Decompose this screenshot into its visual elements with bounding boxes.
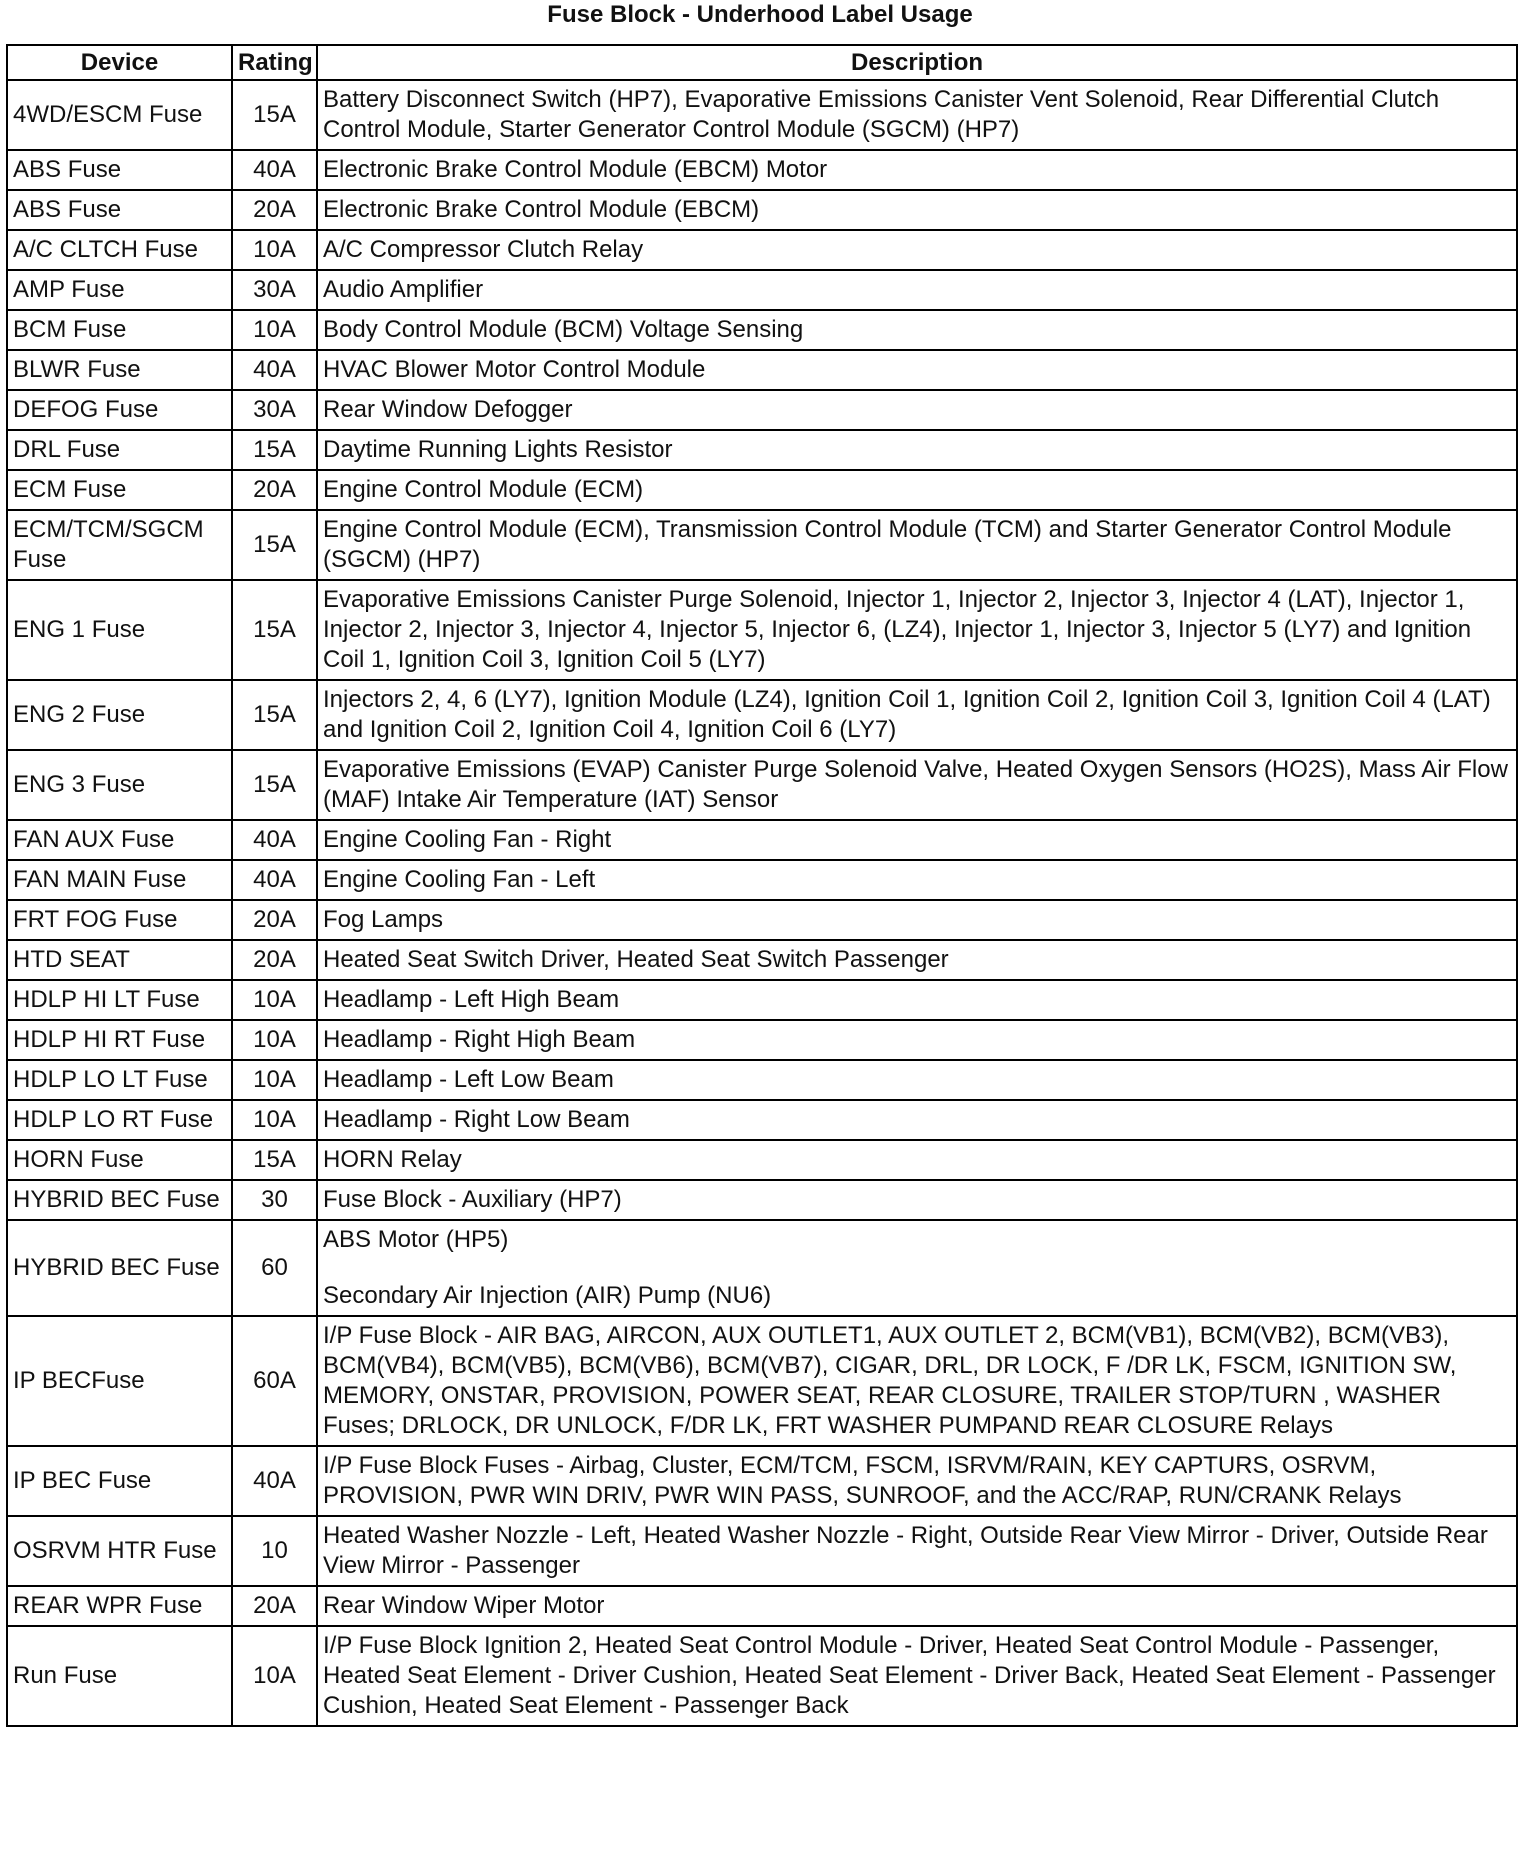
table-row — [7, 860, 1517, 900]
description-text: Engine Control Module (ECM), Transmission Control Module (TCM) and Starter Generator Control Module (SGCM) (HP7) — [323, 516, 1452, 573]
header-device: Device — [7, 45, 232, 80]
table-row — [7, 230, 1517, 270]
description-text: HVAC Blower Motor Control Module — [323, 356, 706, 383]
device-cell: HDLP LO RT Fuse — [7, 1100, 232, 1140]
description-cell — [317, 310, 1517, 350]
header-description: Description — [317, 45, 1517, 80]
description-cell — [317, 820, 1517, 860]
table-row — [7, 820, 1517, 860]
description-text: Headlamp - Right High Beam — [323, 1026, 636, 1053]
description-cell — [317, 1060, 1517, 1100]
description-cell — [317, 1220, 1517, 1316]
device-cell: ECM Fuse — [7, 470, 232, 510]
description-cell — [317, 1516, 1517, 1586]
rating-cell: 10A — [232, 1626, 317, 1726]
description-cell — [317, 1180, 1517, 1220]
device-cell: BLWR Fuse — [7, 350, 232, 390]
description-cell — [317, 1316, 1517, 1446]
description-text: Fog Lamps — [323, 906, 444, 933]
device-cell: HDLP HI RT Fuse — [7, 1020, 232, 1060]
description-text: I/P Fuse Block - AIR BAG, AIRCON, AUX OUTLET1, AUX OUTLET 2, BCM(VB1), BCM(VB2), BCM(VB3), BCM(VB4), BCM(VB5), BCM(VB6), BCM(VB7), CIGAR, DRL, DR LOCK, F /DR LK, FSCM, IGNITION SW, MEMORY, ONSTAR, PROVISION, POWER SEAT, REAR CLOSURE, TRAILER STOP/TURN , WASHER Fuses; DRLOCK, DR UNLOCK, F/DR LK, FRT WASHER PUMPAND REAR CLOSURE Relays — [323, 1322, 1457, 1439]
description-cell — [317, 1446, 1517, 1516]
device-cell: ENG 1 Fuse — [7, 580, 232, 680]
description-text: Battery Disconnect Switch (HP7), Evaporative Emissions Canister Vent Solenoid, Rear Differential Clutch Control Module, Starter Generator Control Module (SGCM) (HP7) — [323, 86, 1440, 143]
device-cell: HTD SEAT — [7, 940, 232, 980]
table-row — [7, 1446, 1517, 1516]
device-cell: FRT FOG Fuse — [7, 900, 232, 940]
table-row — [7, 1586, 1517, 1626]
table-row — [7, 750, 1517, 820]
rating-cell: 40A — [232, 860, 317, 900]
device-cell: DRL Fuse — [7, 430, 232, 470]
table-row — [7, 1020, 1517, 1060]
table-row — [7, 680, 1517, 750]
description-text: Headlamp - Left High Beam — [323, 986, 620, 1013]
description-cell — [317, 900, 1517, 940]
description-text: Engine Control Module (ECM) — [323, 476, 644, 503]
table-row — [7, 270, 1517, 310]
rating-cell: 10A — [232, 1100, 317, 1140]
description-cell — [317, 1140, 1517, 1180]
description-text: Heated Washer Nozzle - Left, Heated Washer Nozzle - Right, Outside Rear View Mirror - Driver, Outside Rear View Mirror - Passenger — [323, 1522, 1488, 1579]
description-cell — [317, 470, 1517, 510]
device-cell: ABS Fuse — [7, 190, 232, 230]
table-row — [7, 150, 1517, 190]
description-cell — [317, 750, 1517, 820]
description-text: Electronic Brake Control Module (EBCM) — [323, 196, 760, 223]
rating-cell: 10 — [232, 1516, 317, 1586]
device-cell: REAR WPR Fuse — [7, 1586, 232, 1626]
description-cell — [317, 230, 1517, 270]
description-text: Audio Amplifier — [323, 276, 484, 303]
description-text: Engine Cooling Fan - Left — [323, 866, 596, 893]
table-row — [7, 390, 1517, 430]
device-cell: HDLP HI LT Fuse — [7, 980, 232, 1020]
device-cell: AMP Fuse — [7, 270, 232, 310]
rating-cell: 20A — [232, 940, 317, 980]
description-cell — [317, 860, 1517, 900]
rating-cell: 15A — [232, 1140, 317, 1180]
header-rating: Rating — [232, 45, 317, 80]
table-row — [7, 1220, 1517, 1316]
table-row — [7, 940, 1517, 980]
description-cell — [317, 1586, 1517, 1626]
table-row — [7, 470, 1517, 510]
rating-cell: 60 — [232, 1220, 317, 1316]
device-cell: IP BEC Fuse — [7, 1446, 232, 1516]
table-row — [7, 1060, 1517, 1100]
description-cell — [317, 270, 1517, 310]
device-cell: 4WD/ESCM Fuse — [7, 80, 232, 150]
device-cell: ABS Fuse — [7, 150, 232, 190]
description-text: HORN Relay — [323, 1146, 462, 1173]
table-row — [7, 80, 1517, 150]
description-cell — [317, 350, 1517, 390]
table-row — [7, 1100, 1517, 1140]
rating-cell: 60A — [232, 1316, 317, 1446]
rating-cell: 15A — [232, 750, 317, 820]
description-text: Rear Window Wiper Motor — [323, 1592, 605, 1619]
description-cell — [317, 940, 1517, 980]
description-text: I/P Fuse Block Ignition 2, Heated Seat Control Module - Driver, Heated Seat Control Module - Passenger, Heated Seat Element - Driver Cushion, Heated Seat Element - Driver Back, Heated Seat Element - Passenger Cushion, Heated Seat Element - Passenger Back — [323, 1632, 1496, 1719]
description-text: Headlamp - Left Low Beam — [323, 1066, 614, 1093]
description-cell — [317, 580, 1517, 680]
rating-cell: 15A — [232, 580, 317, 680]
description-text: Electronic Brake Control Module (EBCM) Motor — [323, 156, 828, 183]
table-row — [7, 310, 1517, 350]
description-text: I/P Fuse Block Fuses - Airbag, Cluster, ECM/TCM, FSCM, ISRVM/RAIN, KEY CAPTURS, OSRVM, PROVISION, PWR WIN DRIV, PWR WIN PASS, SUNROOF, and the ACC/RAP, RUN/CRANK Relays — [323, 1452, 1402, 1509]
description-text: Engine Cooling Fan - Right — [323, 826, 612, 853]
description-text: Injectors 2, 4, 6 (LY7), Ignition Module (LZ4), Ignition Coil 1, Ignition Coil 2, Ignition Coil 3, Ignition Coil 4 (LAT) and Ignition Coil 2, Ignition Coil 4, Ignition Coil 6 (LY7) — [323, 686, 1491, 743]
description-text: Secondary Air Injection (AIR) Pump (NU6) — [323, 1282, 772, 1309]
rating-cell: 30 — [232, 1180, 317, 1220]
device-cell: ENG 2 Fuse — [7, 680, 232, 750]
description-text: Rear Window Defogger — [323, 396, 573, 423]
description-cell — [317, 390, 1517, 430]
table-row — [7, 1140, 1517, 1180]
description-text: Heated Seat Switch Driver, Heated Seat Switch Passenger — [323, 946, 949, 973]
description-text: Evaporative Emissions Canister Purge Solenoid, Injector 1, Injector 2, Injector 3, Injector 4 (LAT), Injector 1, Injector 2, Injector 3, Injector 4, Injector 5, Injector 6, (LZ4), Injector 1, Injector 3, Injector 5 (LY7) and Ignition Coil 1, Ignition Coil 3, Ignition Coil 5 (LY7) — [323, 586, 1472, 673]
description-text: Evaporative Emissions (EVAP) Canister Purge Solenoid Valve, Heated Oxygen Sensors (HO2S), Mass Air Flow (MAF) Intake Air Temperature (IAT) Sensor — [323, 756, 1508, 813]
rating-cell: 40A — [232, 1446, 317, 1516]
rating-cell: 30A — [232, 390, 317, 430]
rating-cell: 40A — [232, 820, 317, 860]
description-cell — [317, 150, 1517, 190]
device-cell: ENG 3 Fuse — [7, 750, 232, 820]
rating-cell: 20A — [232, 190, 317, 230]
rating-cell: 15A — [232, 680, 317, 750]
rating-cell: 10A — [232, 1020, 317, 1060]
header-row — [7, 45, 1517, 80]
description-text: Headlamp - Right Low Beam — [323, 1106, 630, 1133]
device-cell: IP BECFuse — [7, 1316, 232, 1446]
table-row — [7, 1316, 1517, 1446]
description-text: Fuse Block - Auxiliary (HP7) — [323, 1186, 622, 1213]
table-row — [7, 350, 1517, 390]
device-cell: HYBRID BEC Fuse — [7, 1180, 232, 1220]
description-cell — [317, 80, 1517, 150]
table-body — [7, 80, 1517, 1726]
device-cell: ECM/TCM/SGCM Fuse — [7, 510, 232, 580]
device-cell: DEFOG Fuse — [7, 390, 232, 430]
description-text: Body Control Module (BCM) Voltage Sensing — [323, 316, 804, 343]
rating-cell: 20A — [232, 900, 317, 940]
device-cell: FAN AUX Fuse — [7, 820, 232, 860]
description-cell — [317, 980, 1517, 1020]
table-row — [7, 580, 1517, 680]
description-cell — [317, 430, 1517, 470]
description-cell — [317, 680, 1517, 750]
rating-cell: 15A — [232, 430, 317, 470]
table-row — [7, 1516, 1517, 1586]
description-cell — [317, 1626, 1517, 1726]
rating-cell: 10A — [232, 980, 317, 1020]
device-cell: OSRVM HTR Fuse — [7, 1516, 232, 1586]
rating-cell: 10A — [232, 230, 317, 270]
rating-cell: 15A — [232, 510, 317, 580]
description-cell — [317, 1020, 1517, 1060]
device-cell: Run Fuse — [7, 1626, 232, 1726]
fuse-table — [6, 44, 1518, 1727]
device-cell: HDLP LO LT Fuse — [7, 1060, 232, 1100]
description-text: A/C Compressor Clutch Relay — [323, 236, 644, 263]
device-cell: A/C CLTCH Fuse — [7, 230, 232, 270]
rating-cell: 40A — [232, 150, 317, 190]
table-row — [7, 510, 1517, 580]
rating-cell: 15A — [232, 80, 317, 150]
rating-cell: 10A — [232, 1060, 317, 1100]
table-row — [7, 980, 1517, 1020]
device-cell: HORN Fuse — [7, 1140, 232, 1180]
table-row — [7, 190, 1517, 230]
rating-cell: 30A — [232, 270, 317, 310]
table-row — [7, 1180, 1517, 1220]
device-cell: HYBRID BEC Fuse — [7, 1220, 232, 1316]
device-cell: FAN MAIN Fuse — [7, 860, 232, 900]
table-row — [7, 1626, 1517, 1726]
page-title: Fuse Block - Underhood Label Usage — [547, 1, 973, 28]
table-row — [7, 430, 1517, 470]
description-text: Daytime Running Lights Resistor — [323, 436, 673, 463]
table-row — [7, 900, 1517, 940]
description-cell — [317, 510, 1517, 580]
description-cell — [317, 1100, 1517, 1140]
rating-cell: 40A — [232, 350, 317, 390]
description-text: ABS Motor (HP5) — [323, 1226, 509, 1253]
rating-cell: 20A — [232, 470, 317, 510]
rating-cell: 20A — [232, 1586, 317, 1626]
rating-cell: 10A — [232, 310, 317, 350]
device-cell: BCM Fuse — [7, 310, 232, 350]
description-cell — [317, 190, 1517, 230]
